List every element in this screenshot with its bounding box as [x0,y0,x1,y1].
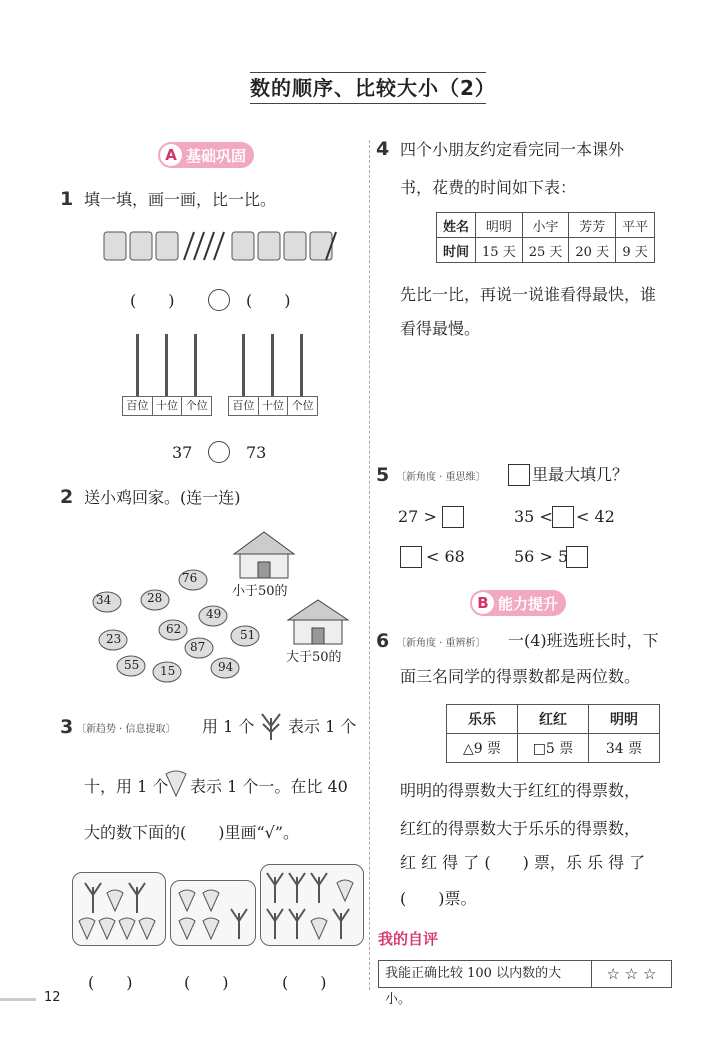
q1-text: 填一填，画一画，比一比。 [84,190,277,209]
q2-number: 2 [60,486,74,508]
q3-group-1-icons [73,873,165,945]
abacus-base [122,396,212,416]
table-cell: 15 天 [476,238,523,263]
self-eval-text: 我能正确比较 100 以内数的大小。 [379,961,592,987]
house-label-less: 小于50的 [232,584,288,599]
place-tens: 十位 [259,397,289,415]
table-row [447,705,660,734]
plant-bundle-icon [258,708,284,742]
q1-number: 1 [60,188,74,210]
abacus-left [122,334,212,416]
abacus-right [228,334,318,416]
q4-line2: 书，花费的时间如下表： [400,178,577,197]
table-row [437,213,655,238]
chick[interactable] [90,586,124,618]
q6-line3: 明明的得票数大于红红的得票数， [400,781,641,800]
chick[interactable] [176,564,210,596]
chick[interactable] [228,620,262,652]
q4-line3: 先比一比，再说一说谁看得最快，谁 [400,285,657,304]
q5-item-2a: 35 < [514,507,553,526]
q5-item-1: 27 > [398,507,437,526]
house-icon [282,596,354,646]
abacus-rod [300,334,303,398]
chick-number: 94 [218,660,234,674]
place-tens: 十位 [153,397,183,415]
q2-text: 送小鸡回家。(连一连) [84,488,241,507]
chick-number: 34 [96,593,112,607]
q4-number: 4 [376,138,390,160]
chick-number: 15 [160,664,176,678]
q5-answer-box-2[interactable] [552,506,574,528]
table-cell: 34 票 [589,734,660,763]
place-ones: 个位 [185,399,208,412]
q6-line1: 一(4)班选班长时，下 [508,631,659,650]
chick-number: 49 [206,607,222,621]
q5-item-3: < 68 [426,547,465,566]
q6-line4: 红红的得票数大于乐乐的得票数， [400,819,641,838]
q5-box-sample [508,464,530,486]
house-label-greater: 大于50的 [286,650,342,665]
section-a-letter: A [160,144,182,166]
section-b-label: 能力提升 [498,594,559,613]
q3-tag: 〔新趋势 · 信息提取〕 [76,724,176,735]
q5-number: 5 [376,464,390,486]
table-cell: 姓名 [437,213,476,238]
q3-group-1 [72,872,166,946]
q5-item-2b: < 42 [576,507,615,526]
table-cell: 20 天 [569,238,616,263]
q1-answer-right[interactable]: ( ) [246,291,291,310]
table-cell: 小宇 [522,213,569,238]
q3-group-3 [260,864,364,946]
q3-line3: 大的数下面的( )里画“√”。 [84,823,300,842]
q1-compare-circle-1[interactable] [208,289,230,311]
q3-line1b: 表示 1 个 [288,717,357,736]
table-cell: 25 天 [522,238,569,263]
chick-number: 28 [147,591,163,605]
chick[interactable] [138,584,172,616]
section-b-letter: B [472,592,494,614]
table-cell: 红红 [518,705,589,734]
abacus-rod [194,334,197,398]
fan-icon [164,768,188,798]
q3-answer-2[interactable]: ( ) [184,973,229,992]
abacus-rod [242,334,245,398]
q6-line6: ( )票。 [400,889,477,908]
column-divider [369,140,370,990]
q5-answer-box-1[interactable] [442,506,464,528]
q6-line2: 面三名同学的得票数都是两位数。 [400,667,641,686]
q5-item-4: 56 > 5 [514,547,569,566]
table-cell: 时间 [437,238,476,263]
rating-stars[interactable]: ☆ ☆ ☆ [606,965,657,983]
abacus-base [228,396,318,416]
place-hundreds: 百位 [123,397,153,415]
q3-answer-3[interactable]: ( ) [282,973,327,992]
section-a-label: 基础巩固 [186,146,247,165]
q5-tag: 〔新角度 · 重思维〕 [396,472,486,483]
abacus-rod [165,334,168,398]
chick-number: 51 [240,628,256,642]
q4-line4: 看得最慢。 [400,319,481,338]
q4-table [436,212,655,263]
q1-answer-left[interactable]: ( ) [130,291,175,310]
house-icon [228,528,300,580]
q3-number: 3 [60,716,74,738]
q1-compare-left: 37 [172,443,193,462]
table-cell: △9 票 [447,734,518,763]
chick-number: 76 [182,571,198,585]
chick[interactable] [114,650,148,682]
q3-group-2-icons [171,881,255,945]
chick-number: 87 [190,640,206,654]
chick[interactable] [150,656,184,688]
page-title: 数的顺序、比较大小（2） [250,72,486,104]
q5-answer-box-4[interactable] [566,546,588,568]
chick[interactable] [196,600,230,632]
table-cell: 芳芳 [569,213,616,238]
chick[interactable] [208,652,242,684]
stick-bundles-illustration [100,228,340,264]
q4-line1: 四个小朋友约定看完同一本课外 [400,140,625,159]
q3-line2b: 表示 1 个一。在比 40 [190,777,348,796]
table-cell: 9 天 [616,238,655,263]
chick-number: 55 [124,658,140,672]
table-cell: 平平 [616,213,655,238]
q3-group-3-icons [261,865,363,945]
q3-group-2 [170,880,256,946]
self-eval-heading: 我的自评 [378,930,439,948]
q5-text: 里最大填几？ [532,465,629,484]
q6-number: 6 [376,630,390,652]
section-b-badge [470,590,566,616]
q6-line5: 红 红 得 了 ( ) 票，乐 乐 得 了 [400,853,646,872]
chick-number: 62 [166,622,182,636]
abacus-rod [136,334,139,398]
q3-line2a: 十，用 1 个 [84,777,169,796]
q6-tag: 〔新角度 · 重辨析〕 [396,638,486,649]
table-row [437,238,655,263]
q3-line1a: 用 1 个 [202,717,255,736]
table-cell: 乐乐 [447,705,518,734]
self-eval-box [378,960,672,1007]
chick-number: 23 [106,632,122,646]
q6-table [446,704,660,763]
place-hundreds: 百位 [229,397,259,415]
table-row [447,734,660,763]
place-ones: 个位 [291,399,314,412]
q1-compare-right: 73 [246,443,267,462]
abacus-rod [271,334,274,398]
table-cell: □5 票 [518,734,589,763]
section-a-badge [158,142,254,168]
page-number-bar [0,998,36,1001]
q5-answer-box-3[interactable] [400,546,422,568]
q1-compare-circle-2[interactable] [208,441,230,463]
table-cell: 明明 [589,705,660,734]
q3-answer-1[interactable]: ( ) [88,973,133,992]
table-cell: 明明 [476,213,523,238]
page-number: 12 [44,990,61,1005]
